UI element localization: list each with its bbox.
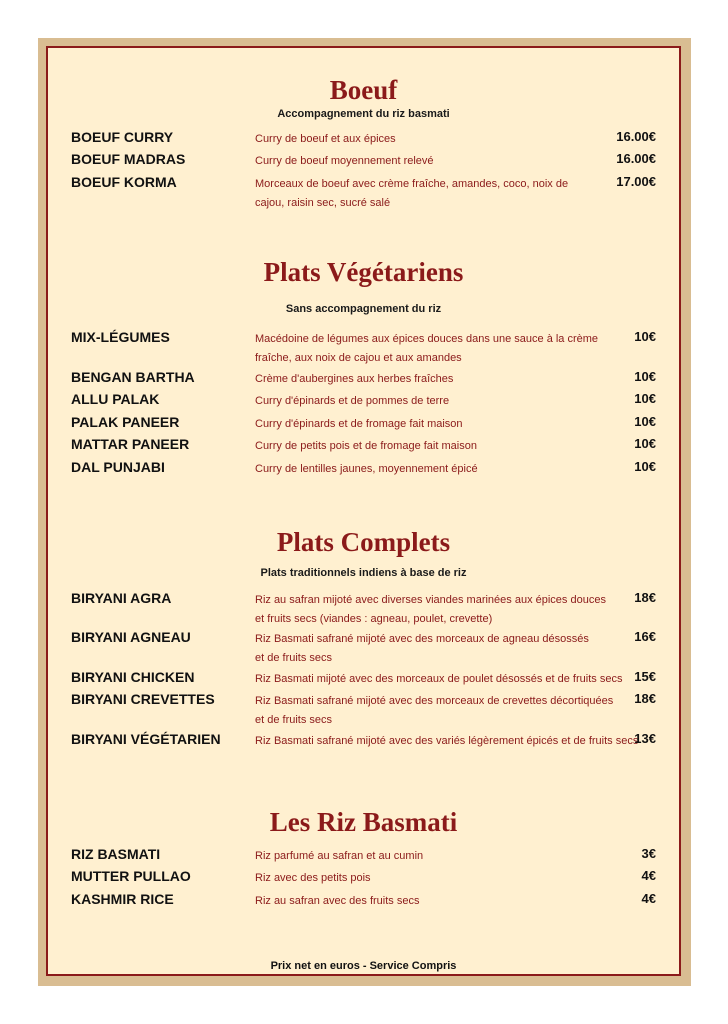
item-price: 4€ <box>641 891 656 906</box>
item-description: Curry d'épinards et de fromage fait maison <box>255 418 463 430</box>
item-description: Riz Basmati safrané mijoté avec des morceaux de crevettes décortiquées et de fruits secs <box>255 695 614 726</box>
item-description: Riz parfumé au safran et au cumin <box>255 850 424 862</box>
item-name: DAL PUNJABI <box>71 459 165 475</box>
item-description: Macédoine de légumes aux épices douces dans une sauce à la crème fraîche, aux noix de cajou et aux amandes <box>255 333 599 364</box>
item-price: 16.00€ <box>616 151 656 166</box>
section-title-riz-basmati: Les Riz Basmati <box>269 807 458 837</box>
item-price: 10€ <box>634 329 656 344</box>
item-price: 18€ <box>634 590 656 605</box>
item-description: Riz au safran mijoté avec diverses viandes marinées aux épices douces et fruits secs (viandes : agneau, poulet, crevette) <box>255 594 606 625</box>
section-subtitle-plats-complets: Plats traditionnels indiens à base de riz <box>260 567 467 579</box>
item-price: 15€ <box>634 669 656 684</box>
item-price: 10€ <box>634 414 656 429</box>
item-name: BIRYANI VÉGÉTARIEN <box>71 731 221 747</box>
item-price: 10€ <box>634 391 656 406</box>
item-name: MATTAR PANEER <box>71 436 190 452</box>
item-price: 17.00€ <box>616 174 656 189</box>
item-description: Riz Basmati safrané mijoté avec des variés légèrement épicés et de fruits secs <box>255 735 639 747</box>
section-subtitle-vegetariens: Sans accompagnement du riz <box>285 303 442 315</box>
item-name: RIZ BASMATI <box>71 846 161 862</box>
item-name: MUTTER PULLAO <box>71 868 191 884</box>
item-price: 3€ <box>641 846 656 861</box>
item-name: BIRYANI CHICKEN <box>71 669 195 685</box>
item-name: BOEUF KORMA <box>71 174 177 190</box>
item-description: Curry de petits pois et de fromage fait maison <box>255 440 477 452</box>
item-name: PALAK PANEER <box>71 414 180 430</box>
item-name: KASHMIR RICE <box>71 891 174 907</box>
item-name: BIRYANI AGNEAU <box>71 629 191 645</box>
item-description: Curry de boeuf moyennement relevé <box>255 155 434 167</box>
item-price: 16€ <box>634 629 656 644</box>
item-description: Riz au safran avec des fruits secs <box>255 895 420 907</box>
item-name: BIRYANI AGRA <box>71 590 172 606</box>
item-description: Riz Basmati mijoté avec des morceaux de poulet désossés et de fruits secs <box>255 673 623 685</box>
item-name: BENGAN BARTHA <box>71 369 195 385</box>
item-description: Crème d'aubergines aux herbes fraîches <box>255 373 454 385</box>
item-name: BOEUF CURRY <box>71 129 174 145</box>
section-title-boeuf: Boeuf <box>329 75 398 105</box>
item-price: 10€ <box>634 459 656 474</box>
section-subtitle-boeuf: Accompagnement du riz basmati <box>277 108 450 120</box>
item-price: 18€ <box>634 691 656 706</box>
item-name: MIX-LÉGUMES <box>71 329 170 345</box>
section-title-vegetariens: Plats Végétariens <box>263 257 464 287</box>
item-description: Riz Basmati safrané mijoté avec des morceaux de agneau désossés et de fruits secs <box>255 633 589 664</box>
item-price: 13€ <box>634 731 656 746</box>
item-description: Riz avec des petits pois <box>255 872 371 884</box>
item-price: 16.00€ <box>616 129 656 144</box>
item-description: Curry d'épinards et de pommes de terre <box>255 395 450 407</box>
item-price: 10€ <box>634 369 656 384</box>
item-description: Morceaux de boeuf avec crème fraîche, amandes, coco, noix de cajou, raisin sec, sucré salé <box>255 178 569 209</box>
section-title-plats-complets: Plats Complets <box>276 527 451 557</box>
item-price: 10€ <box>634 436 656 451</box>
footer-note: Prix net en euros - Service Compris <box>270 960 457 972</box>
item-name: ALLU PALAK <box>71 391 160 407</box>
item-price: 4€ <box>641 868 656 883</box>
item-description: Curry de boeuf et aux épices <box>255 133 396 145</box>
item-name: BIRYANI CREVETTES <box>71 691 215 707</box>
item-name: BOEUF MADRAS <box>71 151 186 167</box>
item-description: Curry de lentilles jaunes, moyennement épicé <box>255 463 478 475</box>
